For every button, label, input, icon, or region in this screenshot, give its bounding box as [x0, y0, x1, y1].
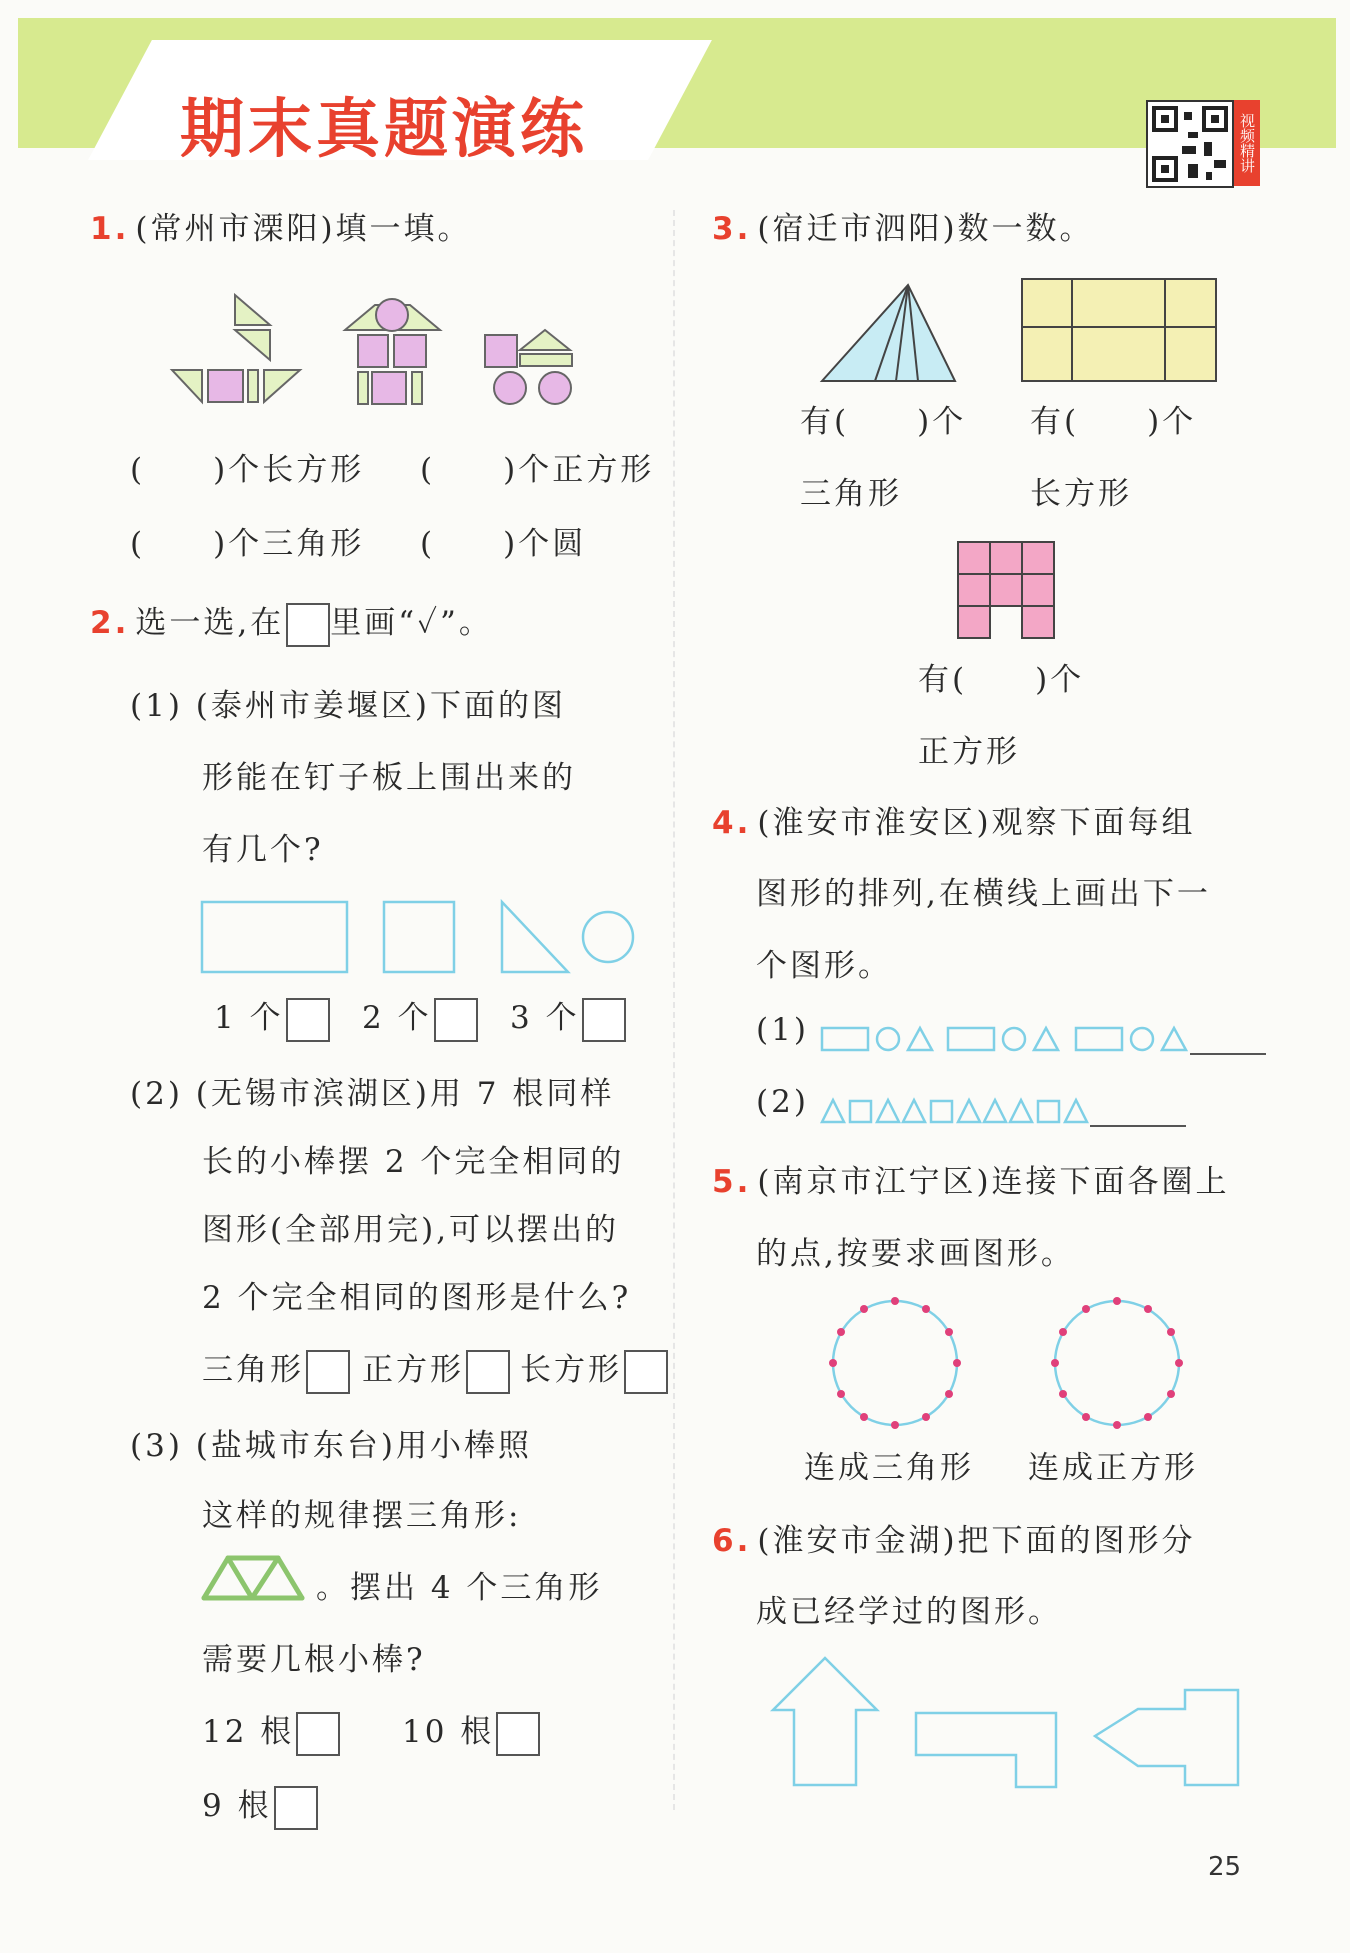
q5-label-square: 连成正方形 — [1028, 1450, 1198, 1486]
q1-figures — [160, 290, 610, 420]
q3-square-figure — [956, 540, 1056, 640]
q2-2-checkbox-1[interactable] — [306, 1350, 350, 1394]
q5-text-1: (南京市江宁区)连接下面各圈上 — [757, 1164, 1230, 1200]
q2-2-option-3-label: 长方形 — [520, 1352, 622, 1388]
q2-3-option-1-label: 12 根 — [202, 1714, 295, 1750]
q1-blank-square[interactable]: ( )个正方形 — [420, 452, 655, 488]
q2-1-checkbox-2[interactable] — [434, 998, 478, 1042]
q2-text-a: 选一选,在 — [135, 605, 285, 641]
q4-1-sequence[interactable] — [820, 1020, 1270, 1060]
q2-1-option-3-label: 3 个 — [510, 1000, 580, 1036]
q2-3-option-2-label: 10 根 — [402, 1714, 495, 1750]
q2-3-checkbox-1[interactable] — [296, 1712, 340, 1756]
q5-line1 — [712, 1156, 1230, 1201]
q2-2-line1: (2) (无锡市滨湖区)用 7 根同样 — [130, 1076, 615, 1112]
q2-1-line1: (1) (泰州市姜堰区)下面的图 — [130, 688, 566, 724]
q5-number: 5. — [712, 1164, 752, 1200]
q2-3-line4: 需要几根小棒? — [202, 1642, 426, 1678]
q2-text-b: 里画“✓”。 — [330, 605, 493, 641]
page-title: 期末真题演练 — [180, 93, 588, 167]
q5-circle-right[interactable] — [1052, 1298, 1182, 1428]
q2-prompt — [90, 597, 493, 647]
q2-3-option-2[interactable] — [402, 1706, 540, 1756]
q4-2-label: (2) — [756, 1084, 809, 1120]
q3-b-blank[interactable]: 有( )个 — [1030, 404, 1197, 440]
q2-1-option-2[interactable] — [362, 992, 478, 1042]
q5-label-triangle: 连成三角形 — [804, 1450, 974, 1486]
q1-blank-rect[interactable]: ( )个长方形 — [130, 452, 365, 488]
q3-c-blank[interactable]: 有( )个 — [918, 662, 1085, 698]
q3-text: (宿迁市泗阳)数一数。 — [757, 211, 1094, 247]
q2-1-line3: 有几个? — [202, 832, 324, 868]
q4-number: 4. — [712, 805, 752, 841]
q3-c-unit: 正方形 — [918, 734, 1020, 770]
q2-2-line2: 长的小棒摆 2 个完全相同的 — [202, 1144, 625, 1180]
q2-3-line1: (3) (盐城市东台)用小棒照 — [130, 1428, 532, 1464]
q5-circle-left[interactable] — [830, 1298, 960, 1428]
q2-3-line2: 这样的规律摆三角形: — [202, 1498, 522, 1534]
q2-3-option-3[interactable] — [202, 1780, 318, 1830]
q2-3-checkbox-3[interactable] — [274, 1786, 318, 1830]
q2-1-option-2-label: 2 个 — [362, 1000, 432, 1036]
q3-a-unit: 三角形 — [800, 476, 902, 512]
q2-2-line4: 2 个完全相同的图形是什么? — [202, 1280, 632, 1316]
q2-1-option-1-label: 1 个 — [214, 1000, 284, 1036]
q4-line2: 图形的排列,在横线上画出下一 — [756, 876, 1211, 912]
qr-code-icon[interactable] — [1146, 100, 1234, 188]
q2-3-option-3-label: 9 根 — [202, 1788, 272, 1824]
page-number: 25 — [1208, 1852, 1242, 1882]
q3-number: 3. — [712, 211, 752, 247]
q2-2-option-2-label: 正方形 — [362, 1352, 464, 1388]
q2-1-option-1[interactable] — [214, 992, 330, 1042]
q3-b-unit: 长方形 — [1030, 476, 1132, 512]
q2-2-checkbox-3[interactable] — [624, 1350, 668, 1394]
q1-number: 1. — [90, 211, 130, 247]
q2-1-checkbox-3[interactable] — [582, 998, 626, 1042]
column-divider — [673, 210, 675, 1810]
q2-3-checkbox-2[interactable] — [496, 1712, 540, 1756]
q2-1-line2: 形能在钉子板上围出来的 — [202, 760, 576, 796]
q2-1-checkbox-1[interactable] — [286, 998, 330, 1042]
q4-1-label: (1) — [756, 1012, 809, 1048]
qr-label: 视频精讲 — [1234, 100, 1260, 186]
q2-2-option-1[interactable] — [202, 1344, 350, 1394]
q2-1-shapes — [200, 900, 640, 980]
q3-rectangle-figure — [1020, 277, 1218, 383]
q6-line2: 成已经学过的图形。 — [756, 1594, 1062, 1630]
q3-prompt — [712, 203, 1094, 248]
q2-2-option-1-label: 三角形 — [202, 1352, 304, 1388]
q6-shapes[interactable] — [770, 1655, 1250, 1790]
q2-3-line3: 。摆出 4 个三角形 — [316, 1570, 603, 1606]
q3-a-blank[interactable]: 有( )个 — [800, 404, 967, 440]
q2-2-line3: 图形(全部用完),可以摆出的 — [202, 1212, 620, 1248]
q4-line3: 个图形。 — [756, 948, 892, 984]
q4-2-sequence[interactable] — [820, 1092, 1190, 1132]
q2-sample-box — [286, 603, 330, 647]
q2-1-option-3[interactable] — [510, 992, 626, 1042]
q4-text-1: (淮安市淮安区)观察下面每组 — [757, 805, 1196, 841]
q6-line1 — [712, 1515, 1196, 1560]
q1-text: (常州市溧阳)填一填。 — [135, 211, 472, 247]
q3-triangle-figure — [820, 283, 960, 383]
q1-blank-circle[interactable]: ( )个圆 — [420, 526, 587, 562]
q2-2-checkbox-2[interactable] — [466, 1350, 510, 1394]
q2-number: 2. — [90, 605, 130, 641]
q2-2-option-3[interactable] — [520, 1344, 668, 1394]
q6-number: 6. — [712, 1523, 752, 1559]
q4-line1 — [712, 797, 1196, 842]
q2-3-stick-triangles — [200, 1552, 320, 1602]
q5-line2: 的点,按要求画图形。 — [756, 1236, 1075, 1272]
q1-prompt — [90, 203, 472, 248]
q1-blank-triangle[interactable]: ( )个三角形 — [130, 526, 365, 562]
q2-3-option-1[interactable] — [202, 1706, 340, 1756]
q6-text-1: (淮安市金湖)把下面的图形分 — [757, 1523, 1196, 1559]
q2-2-option-2[interactable] — [362, 1344, 510, 1394]
